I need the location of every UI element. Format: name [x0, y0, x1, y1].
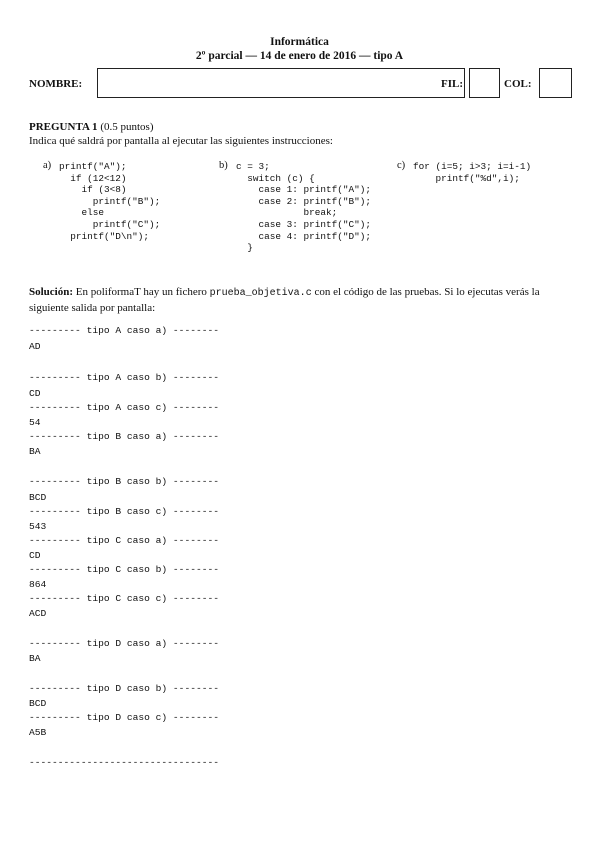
- question-number: PREGUNTA 1: [29, 121, 98, 133]
- output-line: 54: [29, 417, 41, 428]
- solution-text-after: con el código de las pruebas. Si lo ejecutas verás la siguiente salida por pantalla:: [29, 286, 540, 314]
- option-c-label: c): [397, 160, 406, 171]
- output-line: CD: [29, 388, 41, 399]
- question-points: (0.5 puntos): [100, 121, 154, 133]
- output-line: --------- tipo B caso c) --------: [29, 506, 219, 517]
- output-line: --------- tipo D caso a) --------: [29, 638, 219, 649]
- output-line: --------- tipo C caso b) --------: [29, 564, 219, 575]
- output-line: --------- tipo A caso c) --------: [29, 402, 219, 413]
- output-line: AD: [29, 341, 41, 352]
- output-line: 864: [29, 579, 47, 590]
- fil-field[interactable]: [469, 68, 500, 98]
- question-prompt: Indica qué saldrá por pantalla al ejecutar las siguientes instrucciones:: [29, 135, 333, 147]
- output-line: --------- tipo D caso b) --------: [29, 683, 219, 694]
- option-b-label: b): [219, 160, 228, 171]
- output-line: ACD: [29, 608, 47, 619]
- solution-heading: Solución:: [29, 286, 74, 298]
- output-line: --------- tipo C caso c) --------: [29, 593, 219, 604]
- solution-paragraph: [29, 285, 574, 315]
- option-b-code: c = 3; switch (c) { case 1: printf("A"); case 2: printf("B"); break; case 3: printf("C"); case 4: printf("D"); }: [236, 161, 372, 254]
- option-a-code: printf("A"); if (12<12) if (3<8) printf("B"); else printf("C"); printf("D\n");: [59, 161, 161, 242]
- output-line: --------- tipo B caso b) --------: [29, 476, 219, 487]
- output-line: BCD: [29, 492, 47, 503]
- solution-filename: prueba_objetiva.c: [209, 288, 312, 299]
- name-label: NOMBRE:: [29, 78, 83, 90]
- name-field[interactable]: [97, 68, 465, 98]
- subject-title: Informática: [270, 36, 329, 48]
- question-title: [29, 121, 153, 133]
- option-c-code: for (i=5; i>3; i=i-1) printf("%d",i);: [413, 161, 532, 184]
- exam-info: 2º parcial — 14 de enero de 2016 — tipo A: [195, 50, 404, 62]
- output-line: CD: [29, 550, 41, 561]
- output-line: BCD: [29, 698, 47, 709]
- output-line: BA: [29, 653, 41, 664]
- output-line: ---------------------------------: [29, 757, 219, 768]
- fil-label: FIL:: [441, 78, 463, 90]
- output-line: BA: [29, 446, 41, 457]
- output-line: --------- tipo D caso c) --------: [29, 712, 219, 723]
- solution-text-before: En poliformaT hay un fichero: [73, 286, 210, 298]
- col-field[interactable]: [539, 68, 572, 98]
- student-fields: [29, 68, 574, 98]
- col-label: COL:: [504, 78, 532, 90]
- output-line: --------- tipo C caso a) --------: [29, 535, 219, 546]
- output-line: 543: [29, 521, 47, 532]
- option-a-label: a): [43, 160, 52, 171]
- output-line: --------- tipo A caso a) --------: [29, 325, 219, 336]
- output-line: --------- tipo B caso a) --------: [29, 431, 219, 442]
- output-line: A5B: [29, 727, 47, 738]
- output-line: --------- tipo A caso b) --------: [29, 372, 219, 383]
